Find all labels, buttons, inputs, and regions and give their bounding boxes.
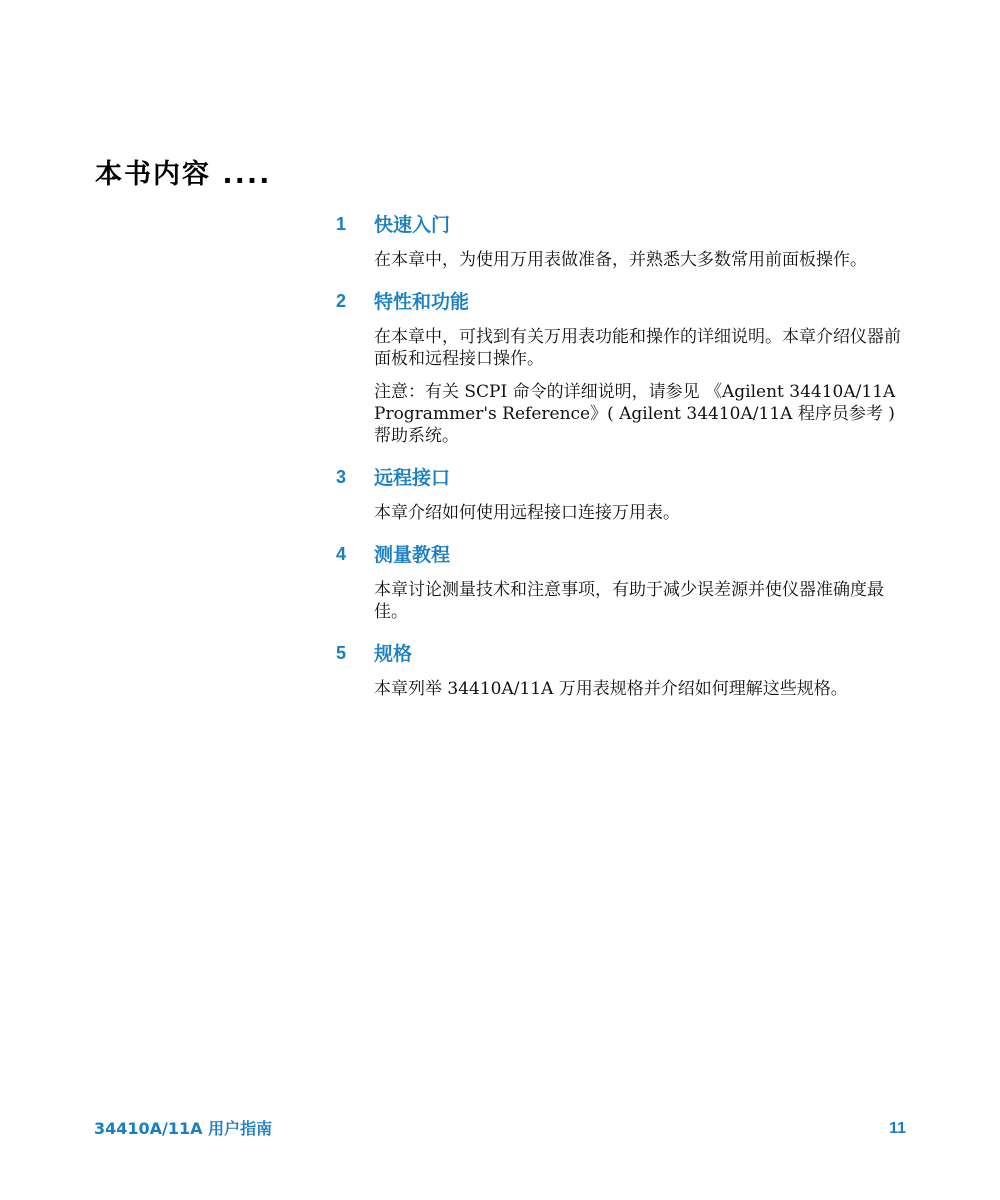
chapter-paragraph: 在本章中，为使用万用表做准备，并熟悉大多数常用前面板操作。 [374, 250, 867, 270]
chapter-number: 3 [336, 467, 347, 487]
chapter-description [374, 319, 916, 447]
chapter-paragraph: 本章讨论测量技术和注意事项，有助于减少误差源并使仪器准确度最佳。 [374, 580, 884, 622]
chapter-3 [336, 459, 916, 524]
chapter-number: 1 [336, 214, 347, 234]
chapter-description [374, 671, 916, 700]
chapter-paragraph: 本章列举 34410A/11A 万用表规格并介绍如何理解这些规格。 [374, 679, 848, 699]
chapter-5 [336, 635, 916, 700]
chapter-description [374, 572, 916, 623]
chapter-list [336, 206, 916, 712]
chapter-number: 2 [336, 291, 347, 311]
chapter-title: 远程接口 [374, 467, 451, 489]
chapter-number: 5 [336, 643, 347, 663]
footer-page-number: 11 [889, 1120, 906, 1137]
chapter-title: 测量教程 [374, 544, 451, 566]
chapter-2 [336, 283, 916, 447]
chapter-heading [336, 536, 916, 572]
chapter-description [374, 495, 916, 524]
chapter-4 [336, 536, 916, 623]
chapter-heading [336, 206, 916, 242]
chapter-paragraph: 在本章中，可找到有关万用表功能和操作的详细说明。本章介绍仪器前面板和远程接口操作。 [374, 327, 901, 369]
chapter-title: 特性和功能 [374, 291, 470, 313]
footer-guide-name: 34410A/11A 用户指南 [94, 1119, 273, 1138]
chapter-note-paragraph: 注意：有关 SCPI 命令的详细说明，请参见 《Agilent 34410A/11A Programmer's Reference》( Agilent 34410A/11A 程序员参考 ) 帮助系统。 [374, 382, 896, 446]
page-title: 本书内容 .... [95, 159, 272, 190]
chapter-paragraph: 本章介绍如何使用远程接口连接万用表。 [374, 503, 680, 523]
chapter-title: 快速入门 [374, 214, 451, 236]
chapter-1 [336, 206, 916, 271]
chapter-heading [336, 283, 916, 319]
chapter-heading [336, 635, 916, 671]
chapter-description [374, 242, 916, 271]
chapter-heading [336, 459, 916, 495]
chapter-title: 规格 [374, 643, 413, 665]
chapter-number: 4 [336, 544, 347, 564]
